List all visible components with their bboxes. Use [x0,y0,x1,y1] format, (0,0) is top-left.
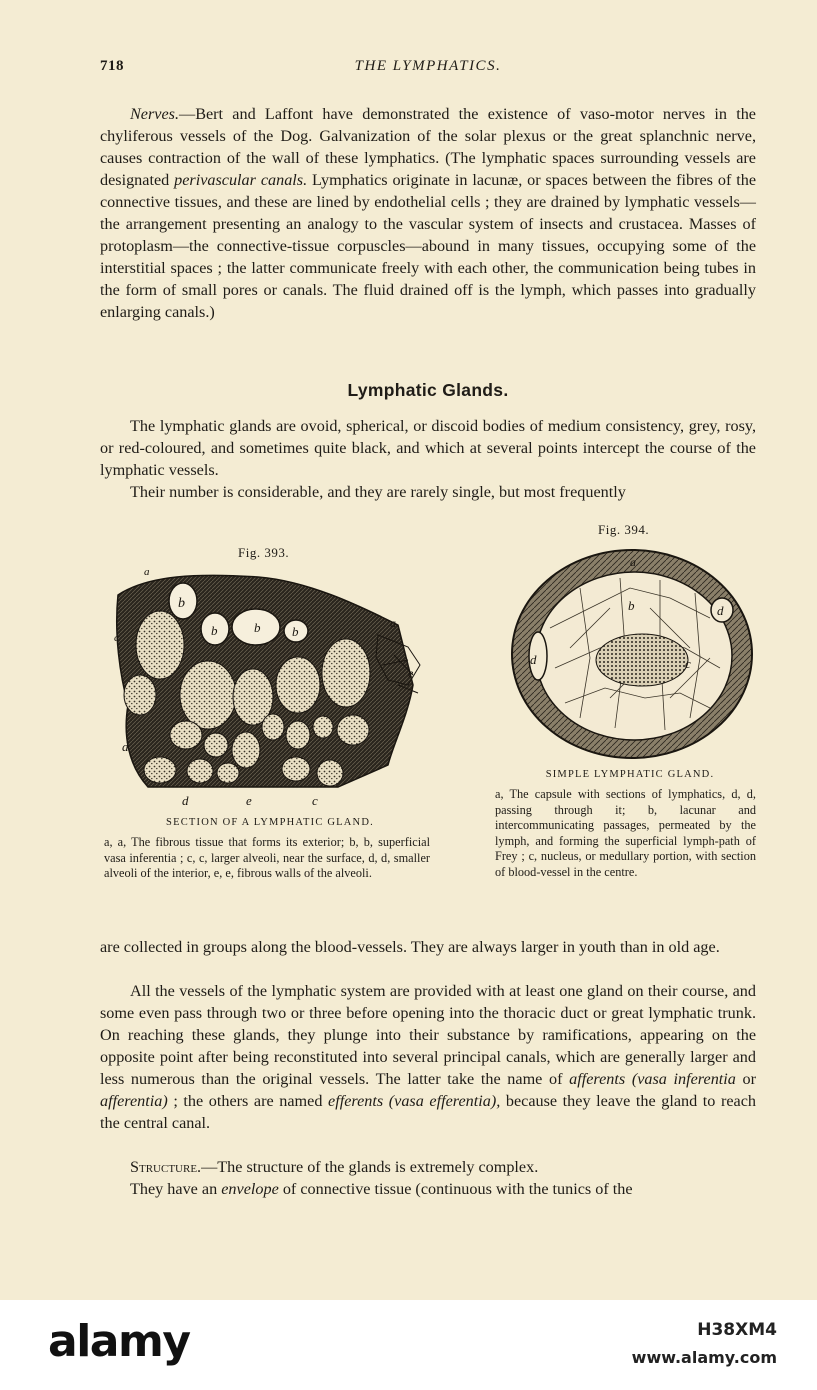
continuation-paragraph: are collected in groups along the blood-vessels. They are always larger in youth than in old age. [100,938,720,956]
fig-394-letter-b: b [628,598,635,613]
afferentia-term: afferentia) [100,1092,168,1110]
stock-footer [0,1300,817,1390]
stock-image-id: H38XM4 [697,1320,777,1340]
vasa-inferentia-term: (vasa inferentia [631,1070,736,1088]
fig-393-caption-title: SECTION OF A LYMPHATIC GLAND. [166,817,374,828]
vessels-paragraph [100,980,756,1134]
fig-393-letter-e1: e [408,666,414,680]
fig-393-letter-b2: b [211,623,218,638]
fig-393-illustration [108,565,428,810]
stock-url: www.alamy.com [631,1348,777,1367]
fig-393-letter-b4: b [292,624,299,639]
perivascular-term: perivascular canals. [174,171,308,189]
glands-number-paragraph: Their number is considerable, and they are rarely single, but most frequently [130,483,626,501]
envelope-term: envelope [221,1180,279,1198]
fig-393-letter-b1: b [178,596,185,611]
fig-394-label: Fig. 394. [598,522,650,537]
fig-393-letter-c1: c [114,632,119,644]
envelope-paragraph [100,1178,756,1200]
nerves-paragraph [100,103,756,323]
envelope-text-b: of connective tissue (continuous with the tunics of the [278,1180,633,1198]
vasa-efferentia-term: (vasa efferentia), [388,1092,501,1110]
fig-394-letter-c: c [685,656,691,671]
vessels-text-b: ; the others are named [167,1092,329,1110]
page-header [100,58,756,82]
vessels-text-a: All the vessels of the lymphatic system are provided with at least one gland on their course, and some even pass through two or three before opening into the thoracic duct or great lymphatic trunk. On reaching these glands, they plunge into their substance by ramifications, appearing on the opposite point after being reconstituted into several principal canals, which are generally larger and less numerous than the original vessels. The latter take the name of [100,982,756,1088]
vessels-text-c: because they leave the gland to reach the central canal. [100,1092,757,1132]
afferents-term: afferents [569,1070,626,1088]
nerves-text: —Bert and Laffont have demonstrated the existence of vaso-motor nerves in the chyliferous vessels of the Dog. Galvanization of the solar plexus or the great splanchnic nerve, causes contraction of the wall of these lymphatics. (The lymphatic spaces surrounding vessels are designated [100,105,756,189]
alamy-logo: alamy [48,1316,190,1367]
nerves-label: Nerves. [130,105,179,123]
fig-393-letter-a2: a [390,616,396,630]
fig-394-illustration [510,548,755,760]
fig-393-label: Fig. 393. [238,545,290,560]
fig-393-caption: a, a, The fibrous tissue that forms its exterior; b, b, superficial vasa inferentia ; c, c, larger alveoli, near the surface, d, d, smaller alveoli of the interior, e, e, fibrous walls of the alveoli. [104,835,430,880]
structure-paragraph [100,1156,756,1178]
running-title: THE LYMPHATICS. [354,58,502,74]
fig-394-letter-d2: d [717,603,724,618]
envelope-text-a: They have an [130,1180,222,1198]
fig-393-letter-c2: c [312,793,318,808]
fig-393-letter-a1: a [144,566,150,578]
fig-393-letter-d1: d [122,739,129,754]
efferents-term: efferents [328,1092,384,1110]
structure-text: —The structure of the glands is extremely complex. [201,1158,539,1176]
fig-394-letter-d1: d [530,652,537,667]
fig-394-letter-a: a [630,555,636,569]
fig-393-letter-e2: e [246,793,252,808]
fig-393-letter-b3: b [254,620,261,635]
section-heading: Lymphatic Glands. [347,380,509,400]
structure-label: Structure. [130,1158,202,1176]
glands-intro-paragraph: The lymphatic glands are ovoid, spherical, or discoid bodies of medium consistency, grey, rosy, or red-coloured, and sometimes quite black, and which at several points intercept the course of the lymphatic vessels. [100,417,756,479]
fig-393-letter-d2: d [182,793,189,808]
or-connector: or [735,1070,756,1088]
fig-394-caption-title: SIMPLE LYMPHATIC GLAND. [545,769,715,780]
fig-394-caption: a, The capsule with sections of lymphatics, d, d, passing through it; b, lacunar and intercommunicating passages, permeated by the lymph, and forming the superficial lymph-path of Frey ; c, nucleus, or medullary portion, with section of blood-vessel in the centre. [495,787,756,879]
nerves-text-2: Lymphatics originate in lacunæ, or spaces between the fibres of the connective tissues, and these are lined by endothelial cells ; they are drained by lymphatic vessels—the arrangement presenting an analogy to the vascular system of insects and crustacea. Masses of protoplasm—the connective-tissue corpuscles—abound in many tissues, occupying some of the interstitial spaces ; the latter communicate freely with each other, the communication being tubes in the form of small pores or canals. The fluid drained off is the lymph, which passes into gradually enlarging canals.) [100,171,757,321]
page-number: 718 [100,58,124,74]
